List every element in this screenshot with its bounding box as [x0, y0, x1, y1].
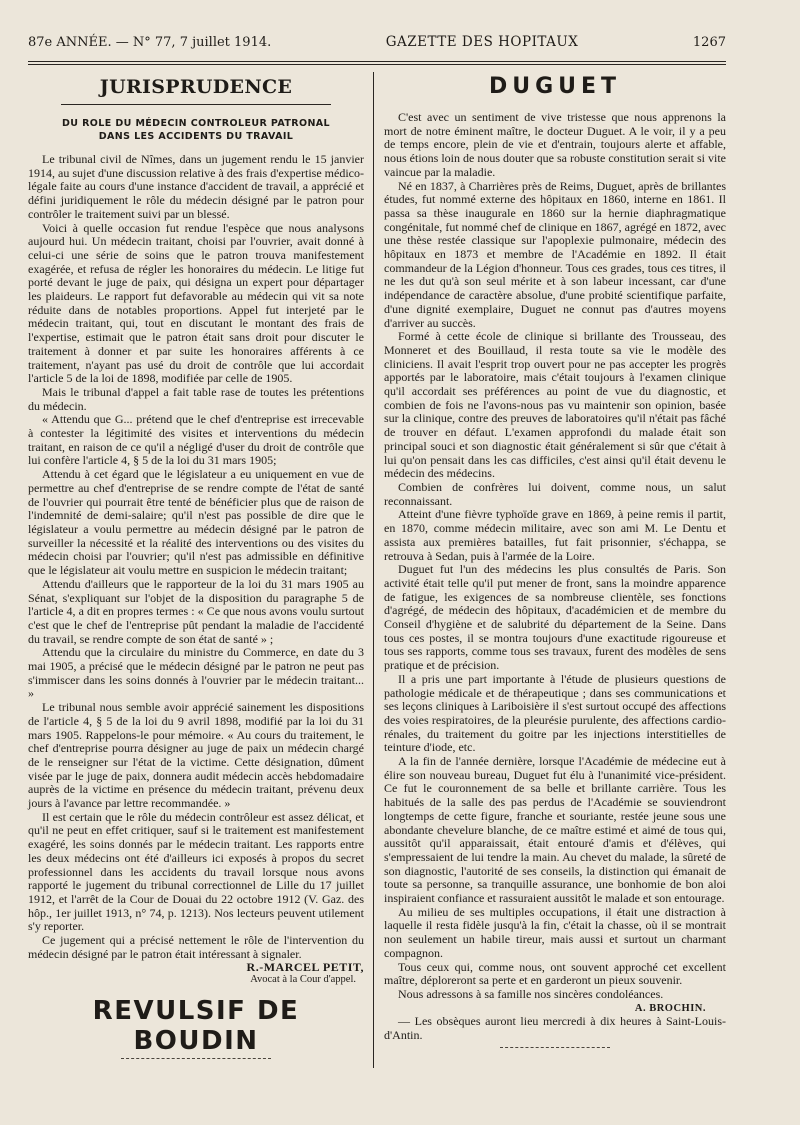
paragraph: Combien de confrères lui doivent, comme nous, un salut reconnaissant. — [384, 479, 726, 508]
obituary-column — [384, 72, 726, 1048]
paragraph: Voici à quelle occasion fut rendue l'espèce que nous analysons aujourd hui. Un médecin traitant, choisi par l'ouvrier, avait donné à celui-ci une série de soins que le patron trouva manifestement exagérée, et refusa de régler les honoraires du médecin. Le litige fut porté devant le juge de paix, qui désigna un expert pour départager les plaideurs. Le rapport fut defavorable au médecin qui vit sa note réduite dans de notables proportions. Appel fut interjeté par le médecin traitant, qui, tout en discutant le montant des frais de l'expertise, estimait que le patron était sans droit pour discuter le traitement à donner et par suite les honoraires afférents à ce traitement, n'ayant pas usé du droit de contrôle que lui accordait l'article 5 de la loi de 1898, modifiée par celle de 1905. — [28, 220, 364, 386]
paragraph: Le tribunal nous semble avoir apprécié sainement les dispositions de l'article 4, § 5 de la loi du 9 avril 1898, modifié par la loi du 31 mars 1905. Rappelons-le pour mémoire. « Au cours du traitement, le chef d'entreprise pourra désigner au juge de paix un médecin chargé de le renseigner sur l'état de la victime. Cette désignation, dûment visée par le juge de paix, donnera audit médecin accès hebdomadaire auprès de la victime en présence du médecin traitant, prévenu deux jours à l'avance par lettre recommandée. » — [28, 700, 364, 811]
ad-rule — [121, 1058, 271, 1059]
paragraph: Né en 1837, à Charrières près de Reims, Duguet, après de brillantes études, fut nommé externe des hôpitaux en 1860, interne en 1861. Il passa sa thèse inaugurale en 1860 sur la hernie diaphragmatique congénitale, fut nommé chef de clinique en 1867, agrégé en 1872, avec une thèse restée classique sur l'apoplexie pulmonaire, médecin des hôpitaux en 1873 et membre de l'Académie en 1892. Il était commandeur de la Légion d'honneur. Tous ces grades, tous ces titres, il ne les dut qu'à son seul mérite et à son labeur incessant, car d'une indépendance de caractère absolue, d'une probité scientifique parfaite, d'une dignité exemplaire, Duguet ne connut pas d'autres moyens d'arriver au succès. — [384, 178, 726, 330]
obituary-title: DUGUET — [488, 74, 622, 99]
paragraph: Formé à cette école de clinique si brillante des Trousseau, des Monneret et des Bouillaud, il resta toute sa vie le modèle des cliniciens. Il avait l'esprit trop ouvert pour ne pas accepter les progrès apportés par le laboratoire, mais c'était toujours à l'examen clinique qu'il accordait ses préférences au point de vue du diagnostic, et combien de fois ne l'avons-nous pas vu maintenir son opinion, basée sur la clinique, contre des preuves de laboratoires qu'il n'était pas fâché de trouver en défaut. L'examen approfondi du malade était son principal souci et son diagnostic était généralement si sûr que c'était à lui qu'on pensait dans les cas difficiles, c'est ainsi qu'il était devenu le médecin des médecins. — [384, 329, 726, 481]
advertisement: REVULSIF DE BOUDIN — [92, 996, 300, 1057]
paragraph: Le tribunal civil de Nîmes, dans un jugement rendu le 15 janvier 1914, au sujet d'une discussion relative à des frais d'expertise médico-légale faite au cours d'une instance d'accident de travail, a apprécié et défini juridiquement le rôle du médecin désigné par le patron pour contrôler le traitement suivi par un blessé. — [28, 152, 364, 221]
section-title: JURISPRUDENCE — [99, 76, 293, 98]
page-header — [28, 34, 726, 56]
issue-info: 87e ANNÉE. — N° 77, 7 juillet 1914. — [28, 35, 272, 50]
article-subtitle — [28, 117, 364, 143]
paragraph: A la fin de l'année dernière, lorsque l'Académie de médecine eut à élire son nouveau bureau, Duguet fut élu à l'unanimité vice-président. Ce fut le couronnement de sa belle et brillante carrière. Tous les habitués de la salle des pas perdus de l'Académie se souviendront longtemps de cette figure, franche et souriante, restée jeune sous une abondante chevelure blanche, de ce maître estimé et aimé de tous qui, aussitôt qu'il apparaissait, était entouré d'amis et d'élèves, qui s'empressaient de lui tendre la main. Au chevet du malade, la sûreté de son diagnostic, l'autorité de ses conseils, la distinction qui émanait de toute sa personne, sa tranquille assurance, une bonhomie de bon aloi inspiraient confiance et rassuraient aussitôt le malade et son entourage. — [384, 754, 726, 906]
subtitle-line: DANS LES ACCIDENTS DU TRAVAIL — [98, 131, 294, 142]
paragraph: Attendu que la circulaire du ministre du Commerce, en date du 3 mai 1905, a précisé que le médecin désigné par le patron ne peut pas s'immiscer dans les soins donnés à l'ouvrier par le médecin traitant... » — [28, 645, 364, 701]
header-rule-double — [28, 64, 726, 65]
paragraph: Atteint d'une fièvre typhoïde grave en 1869, à peine remis il partit, en 1870, comme médecin militaire, avec son ami M. Le Dentu et assista aux premières batailles, fut fait prisonnier, s'échappa, se retrouva à Sedan, puis à l'armée de la Loire. — [384, 507, 726, 563]
end-rule — [500, 1047, 610, 1048]
author-name: R.-MARCEL PETIT, — [246, 960, 364, 975]
journal-title: GAZETTE DES HOPITAUX — [385, 34, 579, 50]
obituary-signature: A. BROCHIN. — [634, 1002, 706, 1014]
paragraph: Attendu à cet égard que le législateur a eu uniquement en vue de permettre au chef d'entreprise de se rendre compte de l'état de santé de l'ouvrier qui pourrait être tenté de bénéficier plus que de raison de l'indemnité de demi-salaire; qu'il n'est pas possible de dire que le législateur a voulu permettre au médecin désigné par le patron de surveiller la nécessité et la réalité des interventions ou des visites du médecin choisi par l'ouvrier; qu'il n'est pas admissible en définitive que le législateur ait voulu mettre en suspicion le médecin traitant; — [28, 467, 364, 578]
page-number: 1267 — [692, 35, 726, 50]
paragraph: Duguet fut l'un des médecins les plus consultés de Paris. Son activité était telle qu'il put mener de front, sans la moindre apparence de fatigue, les exigences de sa nombreuse clientèle, ses fonctions d'agrégé, de médecin des hôpitaux, d'académicien et de membre du Conseil d'hygiène et de salubrité du département de la Seine. Dans tous ces postes, il se montra toujours d'une exactitude rigoureuse et tous ses rapports, comme tous ses travaux, furent des modèles de sens pratique et de précision. — [384, 562, 726, 673]
postscript: — Les obsèques auront lieu mercredi à dix heures à Saint-Louis-d'Antin. — [384, 1014, 726, 1042]
title-rule — [61, 104, 331, 105]
paragraph: Il est certain que le rôle du médecin contrôleur est assez délicat, et qu'il ne peut en effet critiquer, sauf si le traitement est manifestement exagéré, les soins donnés par le médecin traitant. Les rapports entre les deux médecins ont été d'ailleurs ici exposés à propos du secret professionnel dans les accidents du travail lorsque nous avons rapporté le jugement du tribunal correctionnel de Lille du 17 juillet 1912, et l'arrêt de la Cour de Douai du 22 octobre 1912 (V. Gaz. des hôp., 1er juillet 1913, n° 74, p. 1213). Nos lecteurs peuvent utilement s'y reporter. — [28, 809, 364, 934]
paragraph: Tous ceux qui, comme nous, ont souvent approché cet excellent maître, déploreront sa perte et en garderont un pieux souvenir. — [384, 959, 726, 988]
paragraph: C'est avec un sentiment de vive tristesse que nous apprenons la mort de notre éminent maître, le docteur Duguet. A le voir, il y a peu de temps encore, plein de vie et d'entrain, toujours alerte et affable, nous étions loin de nous douter que sa robuste constitution serait si vite vaincue par la maladie. — [384, 110, 726, 179]
paragraph: Mais le tribunal d'appel a fait table rase de toutes les prétentions du médecin. — [28, 384, 364, 413]
subtitle-line: DU ROLE DU MÉDECIN CONTROLEUR PATRONAL — [61, 118, 331, 129]
jurisprudence-column — [28, 72, 364, 1059]
paragraph: Ce jugement qui a précisé nettement le rôle de l'intervention du médecin désigné par le patron était intéressant à signaler. — [28, 933, 364, 961]
signature-block — [28, 961, 364, 986]
header-rule — [28, 61, 726, 62]
paragraph: Il a pris une part importante à l'étude de plusieurs questions de pathologie médicale et de thérapeutique ; dans ses communications et ses leçons cliniques à Lariboisière il s'est surtout occupé des affections des voies respiratoires, de la pleurésie purulente, des affections cardio-rénales, du traitement du goitre par les injections interstitielles de teinture d'iode, etc. — [384, 671, 726, 755]
author-role: Avocat à la Cour d'appel. — [250, 973, 356, 985]
paragraph: Attendu d'ailleurs que le rapporteur de la loi du 31 mars 1905 au Sénat, s'expliquant sur l'objet de la disposition du paragraphe 5 de l'article 4, a dit en propres termes : « Ce que nous avons voulu surtout c'est que le chef de l'entreprise pût pendant la maladie de l'accidenté du travail, se rendre compte de son état de santé » ; — [28, 576, 364, 646]
paragraph: Au milieu de ses multiples occupations, il était une distraction à laquelle il resta fidèle jusqu'à la fin, c'était la chasse, où il se montrait non seulement un habile tireur, mais aussi et surtout un charmant compagnon. — [384, 904, 726, 960]
paragraph: Nous adressons à sa famille nos sincères condoléances. — [398, 987, 664, 1001]
paragraph: « Attendu que G... prétend que le chef d'entreprise est irrecevable à contester la légitimité des visites et interventions du médecin traitant, en raison de ce qu'il a négligé d'user du droit de contrôle que lui confère l'article 4, § 5 de la loi du 31 mars 1905; — [28, 412, 364, 468]
column-divider — [373, 72, 374, 1068]
